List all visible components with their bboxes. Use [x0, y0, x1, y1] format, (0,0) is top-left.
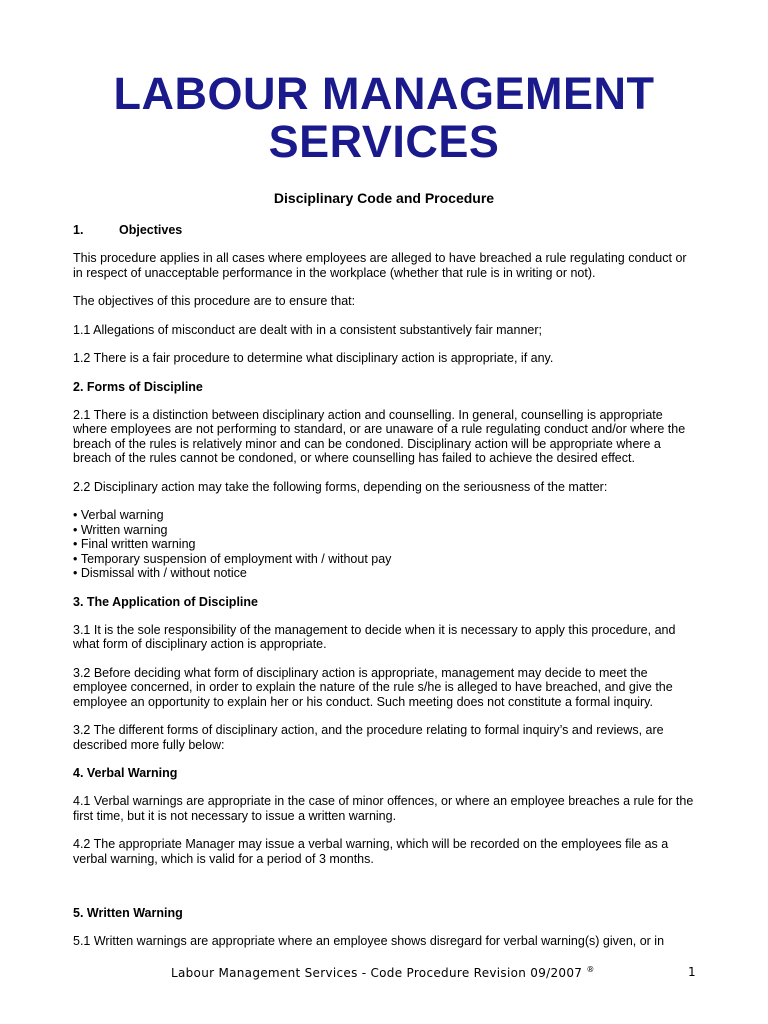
section-3-heading: 3. The Application of Discipline	[73, 594, 258, 609]
list-item: • Temporary suspension of employment with / without pay	[73, 552, 695, 567]
section-5-heading: 5. Written Warning	[73, 906, 183, 920]
section-2-paragraph: 2.1 There is a distinction between disciplinary action and counselling. In general, counselling is appropriate where employees are not performing to standard, or are unaware of a rule regulating conduct and/or where the breach of the rules is relatively minor and can be condoned. Disciplinary action will be appropriate where a breach of the rules cannot be condoned, or where counselling has failed to achieve the desired effect.	[73, 407, 686, 465]
document-page	[73, 70, 695, 949]
section-3-paragraph: 3.2 The different forms of disciplinary action, and the procedure relating to formal inquiry’s and reviews, are described more fully below:	[73, 723, 664, 752]
section-1-paragraph: This procedure applies in all cases where employees are alleged to have breached a rule regulating conduct or in respect of unacceptable performance in the workplace (whether that rule is in writing or not).	[73, 251, 687, 280]
section-1-number: 1.	[73, 223, 84, 237]
discipline-forms-list	[73, 508, 695, 581]
section-1-title: Objectives	[119, 223, 183, 237]
section-4-paragraph: 4.2 The appropriate Manager may issue a verbal warning, which will be recorded on the employees file as a verbal warning, which is valid for a period of 3 months.	[73, 837, 669, 866]
section-4-paragraph: 4.1 Verbal warnings are appropriate in the case of minor offences, or where an employee breaches a rule for the first time, but it is not necessary to issue a written warning.	[73, 794, 694, 823]
document-title: LABOUR MANAGEMENT SERVICES	[113, 68, 655, 167]
section-3-paragraph: 3.2 Before deciding what form of disciplinary action is appropriate, management may decide to meet the employee concerned, in order to explain the nature of the rule s/he is alleged to have breached, and give the employee an opportunity to explain her or his conduct. Such meeting does not constitute a formal inquiry.	[73, 665, 673, 709]
list-item: • Verbal warning	[73, 508, 695, 523]
footer-text-group	[171, 965, 595, 980]
footer-text: Labour Management Services - Code Procedure Revision 09/2007	[171, 966, 583, 980]
list-item: • Dismissal with / without notice	[73, 566, 695, 581]
section-2-heading: 2. Forms of Discipline	[73, 379, 203, 394]
registered-symbol: ®	[586, 965, 595, 974]
page-number: 1	[688, 965, 696, 979]
section-1-paragraph: 1.1 Allegations of misconduct are dealt with in a consistent substantively fair manner;	[73, 322, 543, 337]
section-1-paragraph: 1.2 There is a fair procedure to determine what disciplinary action is appropriate, if any.	[73, 351, 554, 365]
list-item: • Written warning	[73, 523, 695, 538]
document-subtitle: Disciplinary Code and Procedure	[273, 190, 495, 206]
section-3-paragraph: 3.1 It is the sole responsibility of the management to decide when it is necessary to apply this procedure, and what form of disciplinary action is appropriate.	[73, 622, 676, 651]
section-1-paragraph: The objectives of this procedure are to ensure that:	[73, 294, 356, 308]
section-4-heading: 4. Verbal Warning	[73, 766, 178, 780]
list-item: • Final written warning	[73, 537, 695, 552]
section-2-paragraph: 2.2 Disciplinary action may take the following forms, depending on the seriousness of the matter:	[73, 479, 608, 494]
section-1-heading	[73, 223, 695, 237]
section-5-paragraph: 5.1 Written warnings are appropriate where an employee shows disregard for verbal warning(s) given, or in	[73, 934, 665, 948]
